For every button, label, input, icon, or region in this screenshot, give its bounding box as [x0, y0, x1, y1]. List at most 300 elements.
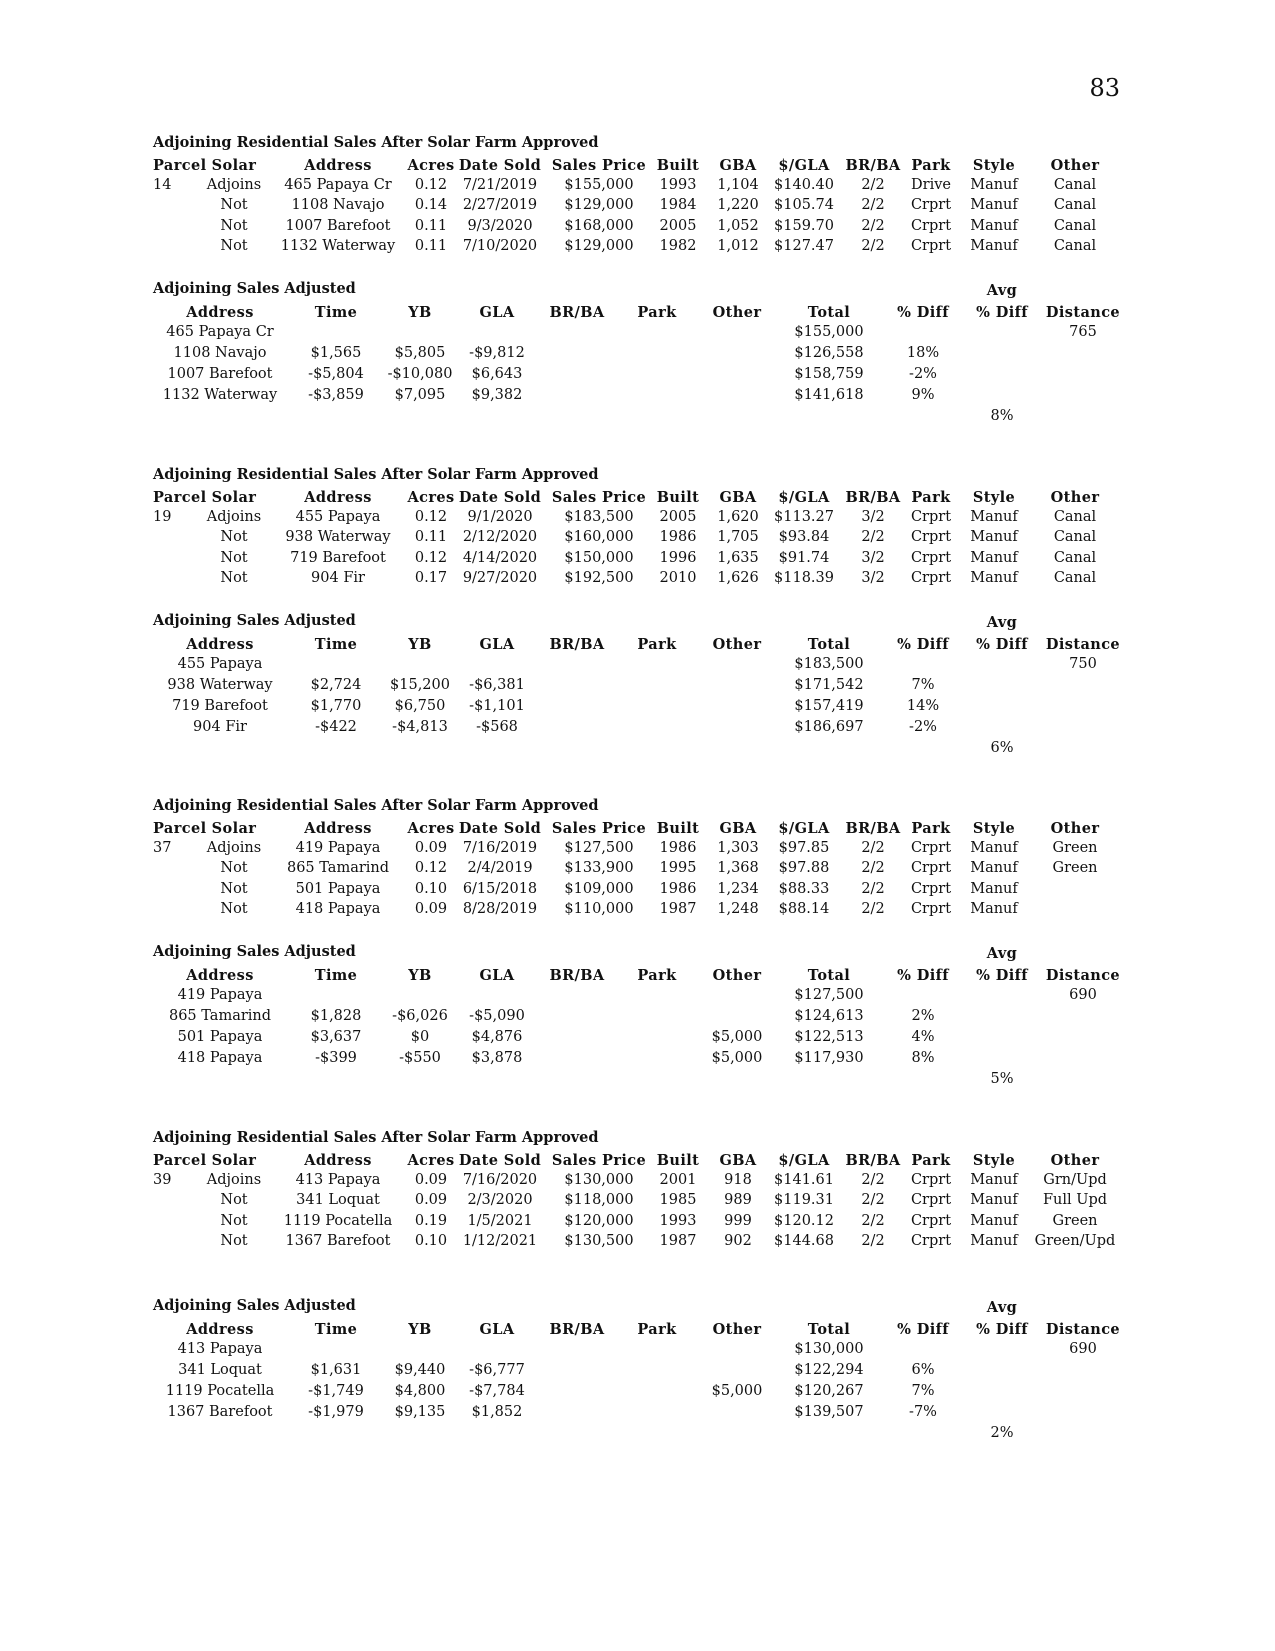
avg-diff-row	[0, 1423, 1275, 1444]
column-header: YB	[408, 635, 432, 653]
address-cell: 1007 Barefoot	[285, 217, 391, 234]
total-cell: $158,759	[794, 366, 864, 382]
address-cell: 501 Papaya	[295, 880, 381, 897]
column-header: GLA	[479, 303, 515, 321]
gla-cell: $1,852	[471, 1404, 523, 1420]
gba-cell: 1,220	[717, 197, 759, 213]
column-header: Sales Price	[551, 819, 647, 837]
park-cell: Drive	[911, 176, 951, 193]
avg-label: Avg	[986, 1299, 1018, 1316]
column-header: % Diff	[976, 303, 1028, 321]
sales-price-cell: $110,000	[564, 901, 634, 917]
other-cell: $5,000	[711, 1029, 763, 1045]
sales-table-title: Adjoining Residential Sales After Solar Farm Approved	[153, 797, 599, 814]
gba-cell: 1,705	[717, 529, 759, 545]
park-cell: Crprt	[910, 839, 952, 856]
address-cell: 501 Papaya	[177, 1029, 263, 1045]
br-ba-cell: 2/2	[861, 901, 885, 917]
gla-cell: -$6,777	[469, 1362, 525, 1378]
gba-cell: 1,052	[717, 217, 759, 234]
pct-diff-cell: -2%	[909, 719, 937, 735]
total-cell: $117,930	[794, 1050, 864, 1066]
address-cell: 719 Barefoot	[172, 698, 268, 714]
time-cell: $1,565	[310, 345, 362, 361]
column-header: Other	[1050, 1151, 1100, 1169]
other-cell: Canal	[1053, 238, 1097, 254]
address-cell: 1007 Barefoot	[167, 366, 273, 382]
acres-cell: 0.17	[414, 570, 448, 586]
solar-cell: Adjoins	[206, 508, 262, 525]
acres-cell: 0.09	[414, 1192, 448, 1208]
br-ba-cell: 2/2	[861, 1192, 885, 1208]
other-cell: Canal	[1053, 549, 1097, 566]
address-cell: 341 Loquat	[178, 1362, 262, 1378]
date-sold-cell: 9/27/2020	[462, 570, 538, 586]
column-header: Park	[911, 488, 951, 506]
solar-cell: Not	[220, 217, 248, 234]
column-header: Address	[304, 488, 372, 506]
sales-row	[0, 1190, 1275, 1211]
column-header: Built	[656, 1151, 700, 1169]
sales-table-title: Adjoining Residential Sales After Solar Farm Approved	[153, 1129, 599, 1146]
other-cell: Canal	[1053, 197, 1097, 213]
solar-cell: Not	[220, 197, 248, 213]
column-header: Address	[304, 1151, 372, 1169]
other-cell: Canal	[1053, 508, 1097, 525]
column-header: Sales Price	[551, 488, 647, 506]
column-header: Built	[656, 819, 700, 837]
address-cell: 904 Fir	[311, 570, 365, 586]
yb-cell: -$4,813	[392, 719, 448, 735]
gba-cell: 1,620	[717, 508, 759, 525]
column-header: Other	[1050, 156, 1100, 174]
gba-cell: 1,626	[717, 570, 759, 586]
sales-row	[0, 899, 1275, 920]
column-header: % Diff	[897, 966, 949, 984]
date-sold-cell: 4/14/2020	[462, 549, 538, 566]
price-per-gla-cell: $113.27	[774, 508, 834, 525]
date-sold-cell: 9/3/2020	[467, 217, 533, 234]
time-cell: -$1,749	[308, 1383, 364, 1399]
adjusted-row	[0, 1339, 1275, 1360]
address-cell: 1367 Barefoot	[285, 1233, 391, 1249]
column-header: Acres	[407, 488, 455, 506]
total-cell: $122,513	[794, 1029, 864, 1045]
column-header: Parcel	[153, 488, 207, 506]
sales-price-cell: $129,000	[564, 238, 634, 254]
time-cell: $1,770	[310, 698, 362, 714]
sales-table-header	[0, 155, 1275, 176]
column-header: Time	[314, 303, 358, 321]
avg-diff-row	[0, 738, 1275, 759]
pct-diff-cell: 6%	[911, 1362, 935, 1378]
br-ba-cell: 2/2	[861, 217, 885, 234]
gla-cell: $4,876	[471, 1029, 523, 1045]
sales-price-cell: $109,000	[564, 880, 634, 897]
address-cell: 455 Papaya	[295, 508, 381, 525]
gba-cell: 1,104	[717, 176, 759, 193]
address-cell: 1132 Waterway	[162, 387, 278, 403]
sales-row	[0, 527, 1275, 548]
other-cell: Canal	[1053, 217, 1097, 234]
gla-cell: -$1,101	[469, 698, 525, 714]
time-cell: $3,637	[310, 1029, 362, 1045]
price-per-gla-cell: $88.33	[778, 880, 830, 897]
date-sold-cell: 1/5/2021	[467, 1212, 533, 1229]
acres-cell: 0.12	[414, 508, 448, 525]
column-header: Time	[314, 1320, 358, 1338]
br-ba-cell: 3/2	[861, 508, 885, 525]
adjusted-row	[0, 343, 1275, 364]
style-cell: Manuf	[970, 860, 1018, 876]
adjusted-table-title: Adjoining Sales Adjusted	[153, 1297, 356, 1314]
total-cell: $122,294	[794, 1362, 864, 1378]
column-header: Parcel	[153, 819, 207, 837]
column-header: Date Sold	[458, 819, 542, 837]
sales-price-cell: $130,500	[564, 1233, 634, 1249]
price-per-gla-cell: $141.61	[774, 1171, 834, 1188]
pct-diff-cell: 14%	[906, 698, 940, 714]
parcel-cell: 39	[153, 1171, 172, 1188]
column-header: Acres	[407, 819, 455, 837]
distance-cell: 765	[1069, 324, 1097, 340]
avg-pct-diff-value: 2%	[990, 1425, 1014, 1441]
total-cell: $130,000	[794, 1341, 864, 1357]
gba-cell: 1,635	[717, 549, 759, 566]
time-cell: -$3,859	[308, 387, 364, 403]
sales-price-cell: $118,000	[564, 1192, 634, 1208]
sales-row	[0, 1211, 1275, 1232]
gla-cell: -$6,381	[469, 677, 525, 693]
park-cell: Crprt	[910, 549, 952, 566]
address-cell: 455 Papaya	[177, 656, 263, 672]
gba-cell: 999	[724, 1212, 752, 1229]
date-sold-cell: 2/27/2019	[462, 197, 538, 213]
column-header: Style	[972, 819, 1016, 837]
gla-cell: $9,382	[471, 387, 523, 403]
column-header: Acres	[407, 1151, 455, 1169]
avg-label: Avg	[986, 945, 1018, 962]
column-header: Time	[314, 635, 358, 653]
adjusted-row	[0, 1360, 1275, 1381]
br-ba-cell: 2/2	[861, 176, 885, 193]
avg-label-row	[0, 280, 1275, 301]
solar-cell: Not	[220, 860, 248, 876]
adjusted-table-header	[0, 634, 1275, 655]
park-cell: Crprt	[910, 529, 952, 545]
br-ba-cell: 2/2	[861, 860, 885, 876]
solar-cell: Adjoins	[206, 839, 262, 856]
pct-diff-cell: 9%	[911, 387, 935, 403]
park-cell: Crprt	[910, 1192, 952, 1208]
column-header: Park	[911, 1151, 951, 1169]
date-sold-cell: 8/28/2019	[462, 901, 538, 917]
gla-cell: $6,643	[471, 366, 523, 382]
total-cell: $120,267	[794, 1383, 864, 1399]
column-header: Built	[656, 488, 700, 506]
date-sold-cell: 9/1/2020	[467, 508, 533, 525]
parcel-cell: 19	[153, 508, 172, 525]
pct-diff-cell: -2%	[909, 366, 937, 382]
sales-price-cell: $150,000	[564, 549, 634, 566]
column-header: Park	[637, 303, 677, 321]
acres-cell: 0.14	[414, 197, 448, 213]
other-cell: $5,000	[711, 1383, 763, 1399]
column-header: Distance	[1045, 303, 1121, 321]
sales-row	[0, 568, 1275, 589]
built-cell: 2010	[659, 570, 697, 586]
avg-diff-row	[0, 1069, 1275, 1090]
sales-row	[0, 195, 1275, 216]
gla-cell: -$9,812	[469, 345, 525, 361]
built-cell: 1995	[659, 860, 697, 876]
column-header: $/GLA	[778, 819, 830, 837]
column-header: YB	[408, 303, 432, 321]
pct-diff-cell: 7%	[911, 677, 935, 693]
total-cell: $139,507	[794, 1404, 864, 1420]
style-cell: Manuf	[970, 570, 1018, 586]
total-cell: $141,618	[794, 387, 864, 403]
column-header: GBA	[719, 819, 757, 837]
sales-table-title: Adjoining Residential Sales After Solar Farm Approved	[153, 134, 599, 151]
other-cell: Grn/Upd	[1043, 1171, 1107, 1188]
total-cell: $183,500	[794, 656, 864, 672]
address-cell: 1119 Pocatella	[283, 1212, 393, 1229]
column-header: Address	[186, 635, 254, 653]
br-ba-cell: 2/2	[861, 1171, 885, 1188]
sales-row	[0, 838, 1275, 859]
address-cell: 413 Papaya	[295, 1171, 381, 1188]
solar-cell: Not	[220, 570, 248, 586]
price-per-gla-cell: $120.12	[774, 1212, 834, 1229]
address-cell: 419 Papaya	[177, 987, 263, 1003]
acres-cell: 0.11	[414, 529, 448, 545]
column-header: Total	[807, 966, 851, 984]
sales-table-title: Adjoining Residential Sales After Solar Farm Approved	[153, 466, 599, 483]
style-cell: Manuf	[970, 1192, 1018, 1208]
column-header: Solar	[211, 819, 257, 837]
price-per-gla-cell: $159.70	[774, 217, 834, 234]
acres-cell: 0.09	[414, 901, 448, 917]
built-cell: 1993	[659, 1212, 697, 1229]
sales-price-cell: $133,900	[564, 860, 634, 876]
total-cell: $124,613	[794, 1008, 864, 1024]
br-ba-cell: 2/2	[861, 839, 885, 856]
column-header: BR/BA	[845, 1151, 901, 1169]
park-cell: Crprt	[910, 238, 952, 254]
address-cell: 865 Tamarind	[168, 1008, 272, 1024]
gba-cell: 1,012	[717, 238, 759, 254]
adjusted-row	[0, 1006, 1275, 1027]
acres-cell: 0.09	[414, 1171, 448, 1188]
sales-price-cell: $120,000	[564, 1212, 634, 1229]
total-cell: $155,000	[794, 324, 864, 340]
gba-cell: 1,303	[717, 839, 759, 856]
avg-pct-diff-value: 6%	[990, 740, 1014, 756]
column-header: Acres	[407, 156, 455, 174]
pct-diff-cell: 4%	[911, 1029, 935, 1045]
total-cell: $171,542	[794, 677, 864, 693]
column-header: Total	[807, 635, 851, 653]
style-cell: Manuf	[970, 217, 1018, 234]
address-cell: 938 Waterway	[285, 529, 391, 545]
address-cell: 465 Papaya Cr	[284, 176, 392, 193]
sales-table-header	[0, 818, 1275, 839]
column-header: $/GLA	[778, 1151, 830, 1169]
solar-cell: Not	[220, 1212, 248, 1229]
adjusted-row	[0, 654, 1275, 675]
column-header: Date Sold	[458, 1151, 542, 1169]
style-cell: Manuf	[970, 1212, 1018, 1229]
acres-cell: 0.12	[414, 176, 448, 193]
br-ba-cell: 2/2	[861, 238, 885, 254]
solar-cell: Adjoins	[206, 176, 262, 193]
time-cell: $1,828	[310, 1008, 362, 1024]
column-header: Park	[911, 819, 951, 837]
address-cell: 1108 Navajo	[173, 345, 267, 361]
column-header: Distance	[1045, 635, 1121, 653]
park-cell: Crprt	[910, 1212, 952, 1229]
column-header: Parcel	[153, 156, 207, 174]
style-cell: Manuf	[970, 176, 1018, 193]
acres-cell: 0.10	[414, 880, 448, 897]
time-cell: $1,631	[310, 1362, 362, 1378]
address-cell: 1367 Barefoot	[167, 1404, 273, 1420]
address-cell: 418 Papaya	[177, 1050, 263, 1066]
avg-label-row	[0, 943, 1275, 964]
column-header: GLA	[479, 635, 515, 653]
park-cell: Crprt	[910, 860, 952, 876]
adjusted-table-header	[0, 965, 1275, 986]
column-header: Other	[712, 1320, 762, 1338]
distance-cell: 690	[1069, 1341, 1097, 1357]
built-cell: 1986	[659, 880, 697, 897]
total-cell: $186,697	[794, 719, 864, 735]
gba-cell: 989	[724, 1192, 752, 1208]
br-ba-cell: 3/2	[861, 570, 885, 586]
date-sold-cell: 2/12/2020	[462, 529, 538, 545]
column-header: GBA	[719, 156, 757, 174]
price-per-gla-cell: $91.74	[778, 549, 830, 566]
column-header: Solar	[211, 156, 257, 174]
gla-cell: -$7,784	[469, 1383, 525, 1399]
address-cell: 419 Papaya	[295, 839, 381, 856]
acres-cell: 0.12	[414, 860, 448, 876]
column-header: BR/BA	[549, 635, 605, 653]
other-cell: Full Upd	[1042, 1192, 1108, 1208]
sales-row	[0, 858, 1275, 879]
br-ba-cell: 2/2	[861, 197, 885, 213]
built-cell: 1984	[659, 197, 697, 213]
other-cell: Green	[1052, 860, 1098, 876]
total-cell: $126,558	[794, 345, 864, 361]
adjusted-row	[0, 1402, 1275, 1423]
yb-cell: $4,800	[394, 1383, 446, 1399]
style-cell: Manuf	[970, 197, 1018, 213]
column-header: Sales Price	[551, 1151, 647, 1169]
style-cell: Manuf	[970, 839, 1018, 856]
built-cell: 1987	[659, 901, 697, 917]
built-cell: 1986	[659, 839, 697, 856]
gba-cell: 1,248	[717, 901, 759, 917]
price-per-gla-cell: $144.68	[774, 1233, 834, 1249]
column-header: Solar	[211, 488, 257, 506]
sales-price-cell: $127,500	[564, 839, 634, 856]
br-ba-cell: 3/2	[861, 549, 885, 566]
yb-cell: -$6,026	[392, 1008, 448, 1024]
column-header: Address	[304, 819, 372, 837]
column-header: Solar	[211, 1151, 257, 1169]
gba-cell: 902	[724, 1233, 752, 1249]
address-cell: 418 Papaya	[295, 901, 381, 917]
built-cell: 1986	[659, 529, 697, 545]
date-sold-cell: 1/12/2021	[462, 1233, 538, 1249]
style-cell: Manuf	[970, 238, 1018, 254]
gla-cell: $3,878	[471, 1050, 523, 1066]
gla-cell: -$5,090	[469, 1008, 525, 1024]
pct-diff-cell: 7%	[911, 1383, 935, 1399]
park-cell: Crprt	[910, 880, 952, 897]
column-header: BR/BA	[549, 966, 605, 984]
column-header: Other	[1050, 488, 1100, 506]
column-header: Sales Price	[551, 156, 647, 174]
column-header: % Diff	[897, 303, 949, 321]
price-per-gla-cell: $119.31	[774, 1192, 834, 1208]
style-cell: Manuf	[970, 549, 1018, 566]
park-cell: Crprt	[910, 1171, 952, 1188]
br-ba-cell: 2/2	[861, 1233, 885, 1249]
gba-cell: 918	[724, 1171, 752, 1188]
price-per-gla-cell: $140.40	[774, 176, 834, 193]
br-ba-cell: 2/2	[861, 529, 885, 545]
price-per-gla-cell: $97.88	[778, 860, 830, 876]
acres-cell: 0.12	[414, 549, 448, 566]
sales-price-cell: $192,500	[564, 570, 634, 586]
adjusted-table-title: Adjoining Sales Adjusted	[153, 280, 356, 297]
yb-cell: -$550	[399, 1050, 441, 1066]
column-header: $/GLA	[778, 488, 830, 506]
adjusted-row	[0, 696, 1275, 717]
pct-diff-cell: 2%	[911, 1008, 935, 1024]
column-header: BR/BA	[845, 156, 901, 174]
sales-row	[0, 1170, 1275, 1191]
total-cell: $127,500	[794, 987, 864, 1003]
adjusted-row	[0, 1048, 1275, 1069]
column-header: % Diff	[976, 966, 1028, 984]
park-cell: Crprt	[910, 197, 952, 213]
address-cell: 1108 Navajo	[291, 197, 385, 213]
solar-cell: Not	[220, 880, 248, 897]
column-header: % Diff	[897, 1320, 949, 1338]
column-header: Total	[807, 303, 851, 321]
date-sold-cell: 2/4/2019	[467, 860, 533, 876]
solar-cell: Not	[220, 238, 248, 254]
acres-cell: 0.10	[414, 1233, 448, 1249]
price-per-gla-cell: $105.74	[774, 197, 834, 213]
column-header: BR/BA	[549, 1320, 605, 1338]
address-cell: 1119 Pocatella	[165, 1383, 275, 1399]
pct-diff-cell: 8%	[911, 1050, 935, 1066]
column-header: BR/BA	[549, 303, 605, 321]
built-cell: 1993	[659, 176, 697, 193]
price-per-gla-cell: $97.85	[778, 839, 830, 856]
column-header: Other	[712, 635, 762, 653]
column-header: Address	[186, 966, 254, 984]
adjusted-row	[0, 385, 1275, 406]
column-header: Date Sold	[458, 488, 542, 506]
solar-cell: Not	[220, 901, 248, 917]
column-header: Park	[911, 156, 951, 174]
